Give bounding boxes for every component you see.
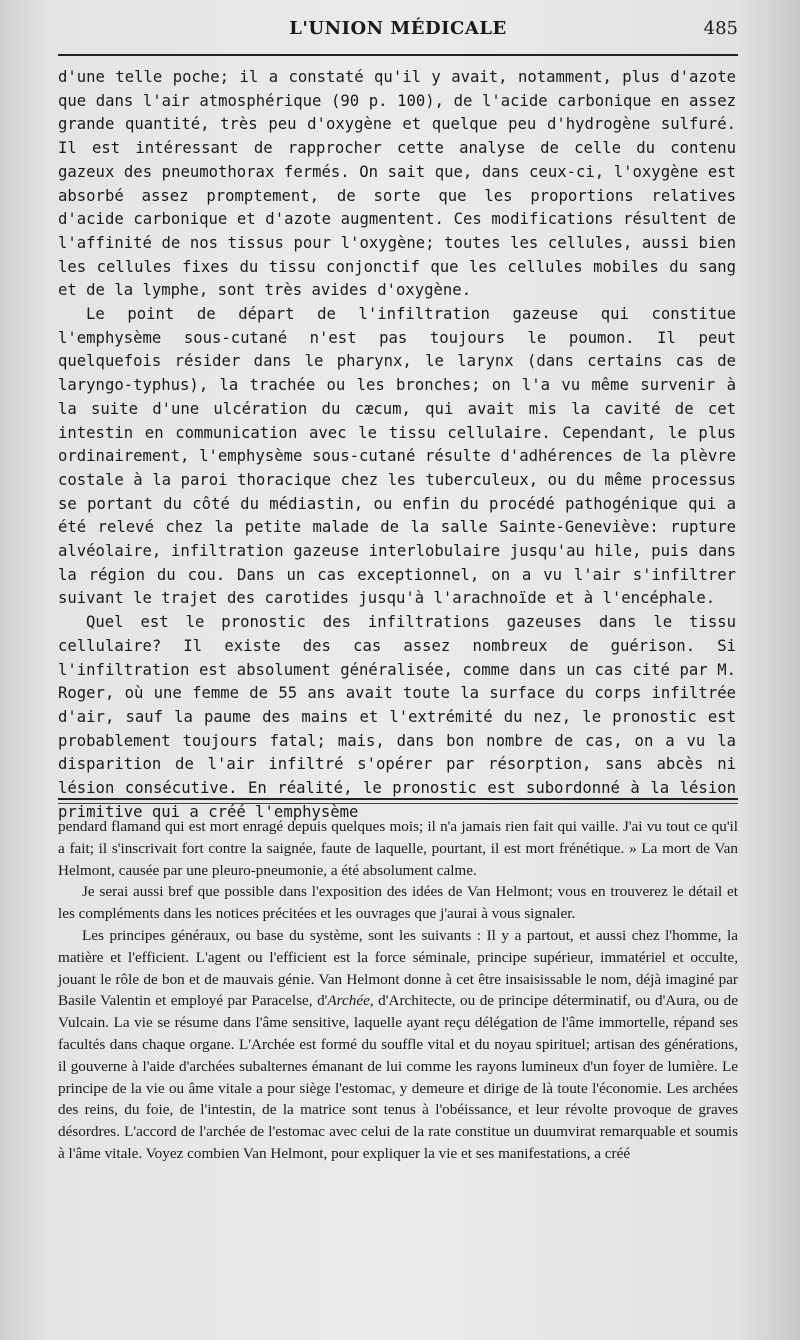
body-paragraph: Le point de départ de l'infiltration gazeuse qui constitue l'emphysème sous-cutané n'est pas toujours le poumon. Il peut quelquefois résider dans le pharynx, le larynx (dans certains cas de laryngo-typhus), la trachée ou les bronches; on l'a vu même survenir à la suite d'une ulcération du cæcum, qui avait mis la cavité de cet intestin en communication avec le tissu cellulaire. Cependant, le plus ordinairement, l'emphysème sous-cutané résulte d'adhérences de la plèvre costale à la paroi thoracique chez les tuberculeux, ou du même processus se portant du côté du médiastin, ou enfin du procédé pathogénique qui a été relevé chez la petite malade de la salle Sainte-Geneviève: rupture alvéolaire, infiltration gazeuse interlobulaire jusqu'au hile, puis dans la région du cou. Dans un cas exceptionnel, on a vu l'air s'infiltrer suivant le trajet des carotides jusqu'à l'arachnoïde et à l'encéphale.	[58, 305, 736, 608]
footnote-separator	[58, 798, 738, 804]
header-rule	[58, 54, 738, 56]
footnote-text: Les principes généraux, ou base du système, sont les suivants : Il y a partout, et aussi chez l'homme, la matière et l'efficient. L'agent ou l'efficient est la force séminale, principe supérieur, immatériel et occulte, jouant le rôle de bon et de mauvais génie. Van Helmont donne à cet être insaisissable le nom, déjà imaginé par Basile Valentin et employé par Paracelse, d'	[58, 926, 738, 1010]
footnote-block	[58, 816, 738, 1165]
footnote-paragraph	[58, 925, 738, 1165]
main-text	[58, 66, 736, 825]
footnote-paragraph: Je serai aussi bref que possible dans l'exposition des idées de Van Helmont; vous en trouverez le détail et les compléments dans les notices précitées et les ouvrages que j'aurai à vous signaler.	[58, 883, 738, 923]
footnote-paragraph: pendard flamand qui est mort enragé depuis quelques mois; il n'a jamais rien fait qui vaille. J'ai vu tout ce qu'il a fait; il s'inscrivait fort contre la saignée, faute de laquelle, pourtant, il est mort frénétique. » La mort de Van Helmont, causée par une pleuro-pneumonie, a été absolument calme.	[58, 818, 738, 879]
running-header	[58, 18, 738, 48]
body-paragraph: Quel est le pronostic des infiltrations gazeuses dans le tissu cellulaire? Il existe des cas assez nombreux de guérison. Si l'infiltration est absolument généralisée, comme dans un cas cité par M. Roger, où une femme de 55 ans avait toute la surface du corps infiltrée d'air, sauf la paume des mains et l'extrémité du nez, le pronostic est probablement toujours fatal; mais, dans bon nombre de cas, on a vu la disparition de l'air infiltré s'opérer par résorption, sans abcès ni lésion consécutive. En réalité, le pronostic est subordonné à la lésion primitive qui a créé l'emphysème	[58, 613, 736, 821]
footnote-italic-term: Archée	[327, 992, 370, 1010]
footnote-text: , d'Architecte, ou de principe déterminatif, ou d'Aura, ou de Vulcain. La vie se résume dans l'âme sensitive, laquelle ayant reçu délégation de l'âme immortelle, répand ses facultés dans chaque organe. L'Archée est formé du souffle vital et du noyau spirituel; artisan des générations, il gouverne à l'aide d'archées subalternes émanant de lui comme les rayons lumineux d'un foyer de lumière. Le principe de la vie ou âme vitale a pour siège l'estomac, y demeure et dirige de là toute l'économie. Les archées des reins, du foie, de l'intestin, de la matrice sont tenus à l'obéissance, et leur révolte provoque de graves désordres. L'accord de l'archée de l'estomac avec celui de la rate constitue un duumvirat remarquable et soumis à l'âme vitale. Voyez combien Van Helmont, pour expliquer la vie et ses manifestations, a créé	[58, 992, 738, 1162]
journal-title: L'UNION MÉDICALE	[289, 18, 507, 39]
page-number: 485	[703, 18, 738, 39]
body-paragraph: d'une telle poche; il a constaté qu'il y avait, notamment, plus d'azote que dans l'air atmosphérique (90 p. 100), de l'acide carbonique en assez grande quantité, très peu d'oxygène et quelque peu d'hydrogène sulfuré. Il est intéressant de rapprocher cette analyse de celle du contenu gazeux des pneumothorax fermés. On sait que, dans ceux-ci, l'oxygène est absorbé assez promptement, de sorte que les proportions relatives d'acide carbonique et d'azote augmentent. Ces modifications résultent de l'affinité de nos tissus pour l'oxygène; toutes les cellules, aussi bien les cellules fixes du tissu conjonctif que les cellules mobiles du sang et de la lymphe, sont très avides d'oxygène.	[58, 68, 736, 300]
